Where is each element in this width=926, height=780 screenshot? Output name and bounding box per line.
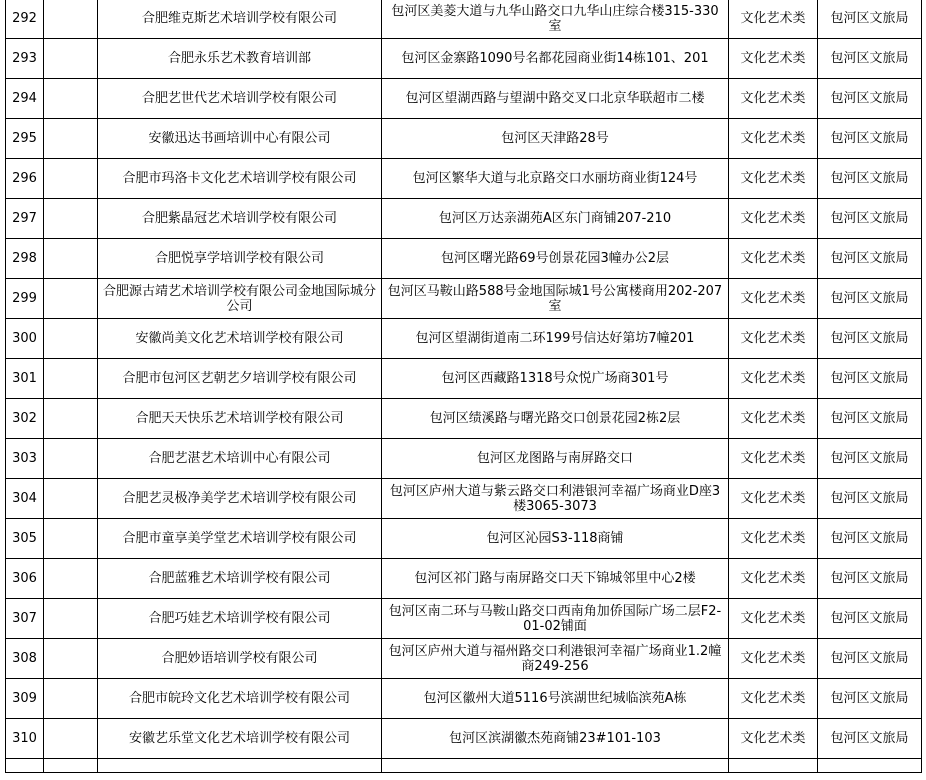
organization-name-cell: 合肥市皖玲文化艺术培训学校有限公司 [98,679,382,719]
table-row [6,599,922,639]
organization-name-cell: 合肥艺湛艺术培训中心有限公司 [98,439,382,479]
empty-cell [44,399,98,439]
organization-name-cell: 安徽艺乐堂文化艺术培训学校有限公司 [98,719,382,759]
category-cell: 文化艺术类 [729,319,818,359]
table-row [6,39,922,79]
organization-name-cell: 合肥悦享学培训学校有限公司 [98,239,382,279]
category-cell: 文化艺术类 [729,39,818,79]
row-number-cell: 295 [6,119,44,159]
empty-cell [44,359,98,399]
row-number-cell: 301 [6,359,44,399]
empty-cell [44,119,98,159]
empty-cell [44,159,98,199]
row-number-cell: 306 [6,559,44,599]
category-cell: 文化艺术类 [729,119,818,159]
organization-name-cell: 合肥紫晶冠艺术培训学校有限公司 [98,199,382,239]
table-row [6,359,922,399]
table-row [6,199,922,239]
category-cell: 文化艺术类 [729,439,818,479]
category-cell: 文化艺术类 [729,599,818,639]
empty-cell [44,39,98,79]
organization-name-cell: 合肥市童享美学堂艺术培训学校有限公司 [98,519,382,559]
organization-name-cell: 合肥蓝雅艺术培训学校有限公司 [98,559,382,599]
row-number-cell: 297 [6,199,44,239]
category-cell: 文化艺术类 [729,479,818,519]
category-cell: 文化艺术类 [729,519,818,559]
table-row [6,519,922,559]
row-number-cell: 294 [6,79,44,119]
address-cell: 包河区望湖街道南二环199号信达好第坊7幢201 [382,319,729,359]
address-cell: 包河区庐州大道与福州路交口利港银河幸福广场商业1.2幢 商249-256 [382,639,729,679]
department-cell: 包河区文旅局 [818,39,922,79]
category-cell: 文化艺术类 [729,359,818,399]
category-cell: 文化艺术类 [729,559,818,599]
category-cell: 文化艺术类 [729,719,818,759]
category-cell: 文化艺术类 [729,399,818,439]
row-number-cell: 310 [6,719,44,759]
row-number-cell: 292 [6,0,44,39]
organization-name-cell: 安徽尚美文化艺术培训学校有限公司 [98,319,382,359]
department-cell: 包河区文旅局 [818,279,922,319]
department-cell: 包河区文旅局 [818,639,922,679]
registry-table [5,0,922,773]
table-row [6,479,922,519]
category-cell: 文化艺术类 [729,679,818,719]
address-cell: 包河区徽州大道5116号滨湖世纪城临滨苑A栋 [382,679,729,719]
address-cell: 包河区滨湖徽杰苑商铺23#101-103 [382,719,729,759]
address-cell: 包河区望湖西路与望湖中路交叉口北京华联超市二楼 [382,79,729,119]
address-cell: 包河区马鞍山路588号金地国际城1号公寓楼商用202-207室 [382,279,729,319]
empty-cell [44,79,98,119]
empty-cell [44,199,98,239]
department-cell: 包河区文旅局 [818,0,922,39]
empty-cell [44,719,98,759]
empty-cell [44,759,98,773]
document-sheet [5,0,921,773]
row-number-cell: 309 [6,679,44,719]
empty-cell [44,479,98,519]
row-number-cell: 304 [6,479,44,519]
empty-cell [44,0,98,39]
row-number-cell: 308 [6,639,44,679]
organization-name-cell: 合肥源古靖艺术培训学校有限公司金地国际城分公司 [98,279,382,319]
department-cell: 包河区文旅局 [818,439,922,479]
address-cell: 包河区万达亲湖苑A区东门商铺207-210 [382,199,729,239]
address-cell: 包河区繁华大道与北京路交口水丽坊商业街124号 [382,159,729,199]
table-row [6,239,922,279]
table-row [6,119,922,159]
category-cell: 文化艺术类 [729,79,818,119]
department-cell: 包河区文旅局 [818,399,922,439]
department-cell: 包河区文旅局 [818,599,922,639]
table-row [6,79,922,119]
table-row [6,279,922,319]
address-cell: 包河区美菱大道与九华山路交口九华山庄综合楼315-330室 [382,0,729,39]
table-row [6,679,922,719]
row-number-cell: 302 [6,399,44,439]
empty-cell [44,599,98,639]
table-row [6,559,922,599]
address-cell: 包河区绩溪路与曙光路交口创景花园2栋2层 [382,399,729,439]
address-cell: 包河区南二环与马鞍山路交口西南角加侨国际广场二层F2-01-02铺面 [382,599,729,639]
table-row [6,639,922,679]
department-cell: 包河区文旅局 [818,359,922,399]
organization-name-cell: 合肥维克斯艺术培训学校有限公司 [98,0,382,39]
organization-name-cell: 合肥妙语培训学校有限公司 [98,639,382,679]
department-cell: 包河区文旅局 [818,679,922,719]
row-number-cell: 298 [6,239,44,279]
row-number-cell: 300 [6,319,44,359]
table-row [6,399,922,439]
table-row [6,719,922,759]
table-row [6,159,922,199]
department-cell [818,759,922,773]
organization-name-cell: 合肥市玛洛卡文化艺术培训学校有限公司 [98,159,382,199]
department-cell: 包河区文旅局 [818,159,922,199]
category-cell: 文化艺术类 [729,239,818,279]
organization-name-cell [98,759,382,773]
organization-name-cell: 合肥市包河区艺朝艺夕培训学校有限公司 [98,359,382,399]
category-cell: 文化艺术类 [729,199,818,239]
table-row-partial [6,759,922,773]
category-cell: 文化艺术类 [729,0,818,39]
department-cell: 包河区文旅局 [818,199,922,239]
empty-cell [44,439,98,479]
table-row [6,319,922,359]
empty-cell [44,519,98,559]
address-cell: 包河区曙光路69号创景花园3幢办公2层 [382,239,729,279]
table-row [6,0,922,39]
department-cell: 包河区文旅局 [818,319,922,359]
row-number-cell: 299 [6,279,44,319]
address-cell [382,759,729,773]
category-cell: 文化艺术类 [729,159,818,199]
registry-table-body [6,0,922,773]
address-cell: 包河区天津路28号 [382,119,729,159]
row-number-cell [6,759,44,773]
organization-name-cell: 安徽迅达书画培训中心有限公司 [98,119,382,159]
organization-name-cell: 合肥永乐艺术教育培训部 [98,39,382,79]
organization-name-cell: 合肥艺世代艺术培训学校有限公司 [98,79,382,119]
empty-cell [44,639,98,679]
empty-cell [44,279,98,319]
empty-cell [44,559,98,599]
row-number-cell: 293 [6,39,44,79]
organization-name-cell: 合肥巧娃艺术培训学校有限公司 [98,599,382,639]
department-cell: 包河区文旅局 [818,239,922,279]
category-cell [729,759,818,773]
department-cell: 包河区文旅局 [818,559,922,599]
address-cell: 包河区龙图路与南屏路交口 [382,439,729,479]
address-cell: 包河区西藏路1318号众悦广场商301号 [382,359,729,399]
row-number-cell: 296 [6,159,44,199]
department-cell: 包河区文旅局 [818,719,922,759]
address-cell: 包河区祁门路与南屏路交口天下锦城邻里中心2楼 [382,559,729,599]
empty-cell [44,319,98,359]
table-row [6,439,922,479]
category-cell: 文化艺术类 [729,639,818,679]
organization-name-cell: 合肥天天快乐艺术培训学校有限公司 [98,399,382,439]
department-cell: 包河区文旅局 [818,79,922,119]
department-cell: 包河区文旅局 [818,479,922,519]
organization-name-cell: 合肥艺灵极净美学艺术培训学校有限公司 [98,479,382,519]
department-cell: 包河区文旅局 [818,519,922,559]
row-number-cell: 303 [6,439,44,479]
address-cell: 包河区金寨路1090号名都花园商业街14栋101、201 [382,39,729,79]
address-cell: 包河区庐州大道与紫云路交口利港银河幸福广场商业D座3楼3065-3073 [382,479,729,519]
empty-cell [44,239,98,279]
row-number-cell: 307 [6,599,44,639]
address-cell: 包河区沁园S3-118商铺 [382,519,729,559]
empty-cell [44,679,98,719]
department-cell: 包河区文旅局 [818,119,922,159]
category-cell: 文化艺术类 [729,279,818,319]
row-number-cell: 305 [6,519,44,559]
